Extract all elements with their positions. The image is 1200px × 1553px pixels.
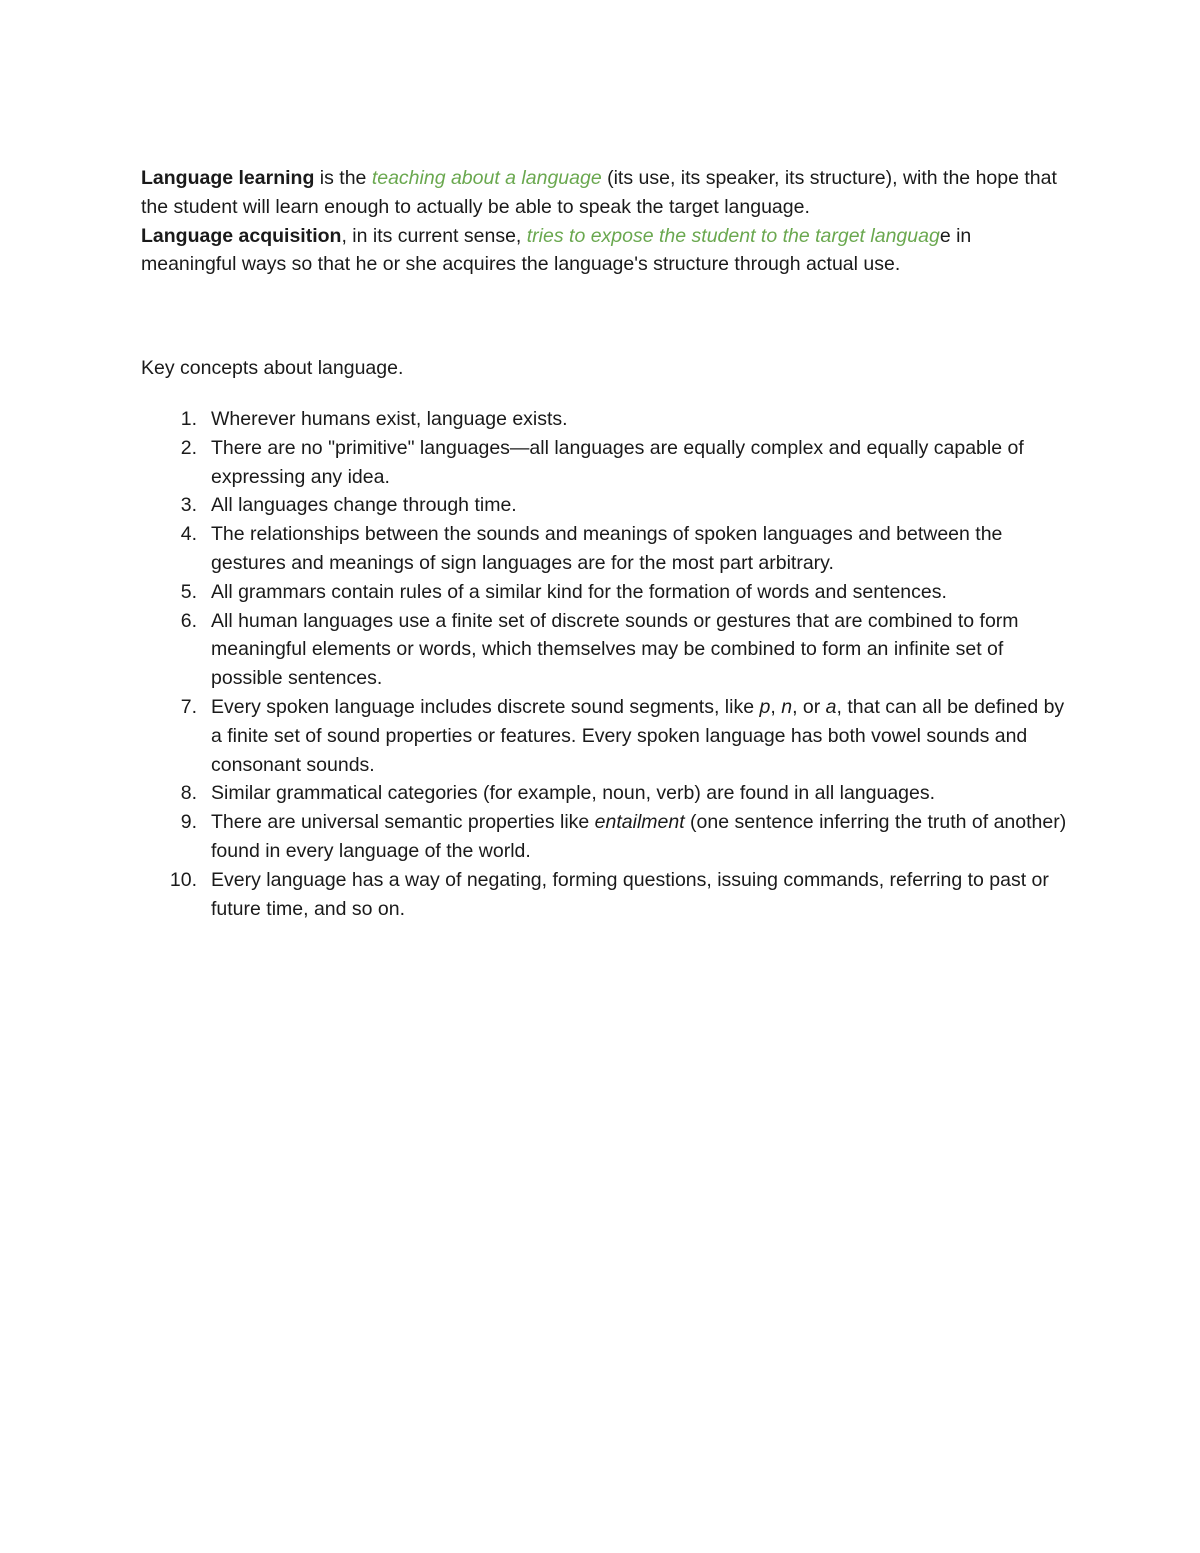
list-item [141,779,1071,808]
list-item [141,405,1071,434]
document-page [141,164,1071,920]
list-item-text: The relationships between the sounds and meanings of spoken languages and between the gestures and meanings of sign languages are for the most part arbitrary. [211,523,1003,574]
list-item-text: Wherever humans exist, language exists. [211,408,568,430]
example-sound-n: n [781,695,793,718]
term-language-learning: Language learning [141,167,315,189]
intro-text: e in meaningful ways so that he or she acquires the language's structure through actual use. [141,224,972,276]
list-item [141,693,1071,779]
intro-text: (its use, its speaker, its structure), with the hope that the student will learn enough to actually be able to speak the target language. [141,167,1057,218]
list-number: 4. [180,523,197,546]
intro-paragraph-acquisition [141,222,1071,280]
list-number: 10. [169,868,197,891]
list-item-text: All human languages use a finite set of discrete sounds or gestures that are combined to form meaningful elements or words, which themselves may be combined to form an infinite set of possible sentences. [211,609,1019,690]
list-item-text: There are universal semantic properties like [211,811,595,834]
key-concepts-list [141,405,1071,923]
list-item-text: All grammars contain rules of a similar kind for the formation of words and sentences. [211,580,947,603]
intro-text: , in its current sense, [341,224,527,247]
list-item-text: , [770,695,782,718]
example-sound-a: a [825,695,837,718]
intro-section [141,164,1071,279]
list-item [141,434,1071,492]
highlight-text: teaching about a language [371,167,602,189]
list-number: 3. [180,494,197,517]
term-language-acquisition: Language acquisition [141,224,342,247]
highlight-text: tries to expose the student to the target languag [526,224,940,247]
list-number: 7. [180,695,197,718]
list-item-text: All languages change through time. [211,494,517,517]
list-item [141,808,1071,866]
list-number: 6. [180,609,197,632]
list-item-text: , or [792,695,826,718]
list-item-text: , that can all be defined by a finite set of sound properties or features. Every spoken language has both vowel sounds and consonant sounds. [211,695,1065,776]
example-sound-p: p [759,695,771,718]
list-item [141,866,1071,924]
list-number: 2. [180,436,197,459]
list-item [141,491,1071,520]
key-concepts-heading: Key concepts about language. [141,357,404,379]
list-item-text: Every language has a way of negating, forming questions, issuing commands, referring to past or future time, and so on. [211,868,1049,920]
intro-paragraph-learning [141,164,1071,222]
list-number: 8. [180,782,197,805]
list-item [141,520,1071,578]
list-item [141,578,1071,607]
list-number: 5. [180,580,197,603]
list-item-text: There are no "primitive" languages—all languages are equally complex and equally capable of expressing any idea. [211,436,1024,488]
list-item-text: Similar grammatical categories (for example, noun, verb) are found in all languages. [211,782,936,805]
list-number: 9. [180,811,197,834]
list-item-text: (one sentence inferring the truth of another) found in every language of the world. [211,811,1067,862]
intro-text: is the [314,167,372,189]
term-entailment: entailment [594,811,685,834]
list-number: 1. [180,408,197,430]
list-item-text: Every spoken language includes discrete sound segments, like [211,695,760,718]
list-item [141,607,1071,693]
